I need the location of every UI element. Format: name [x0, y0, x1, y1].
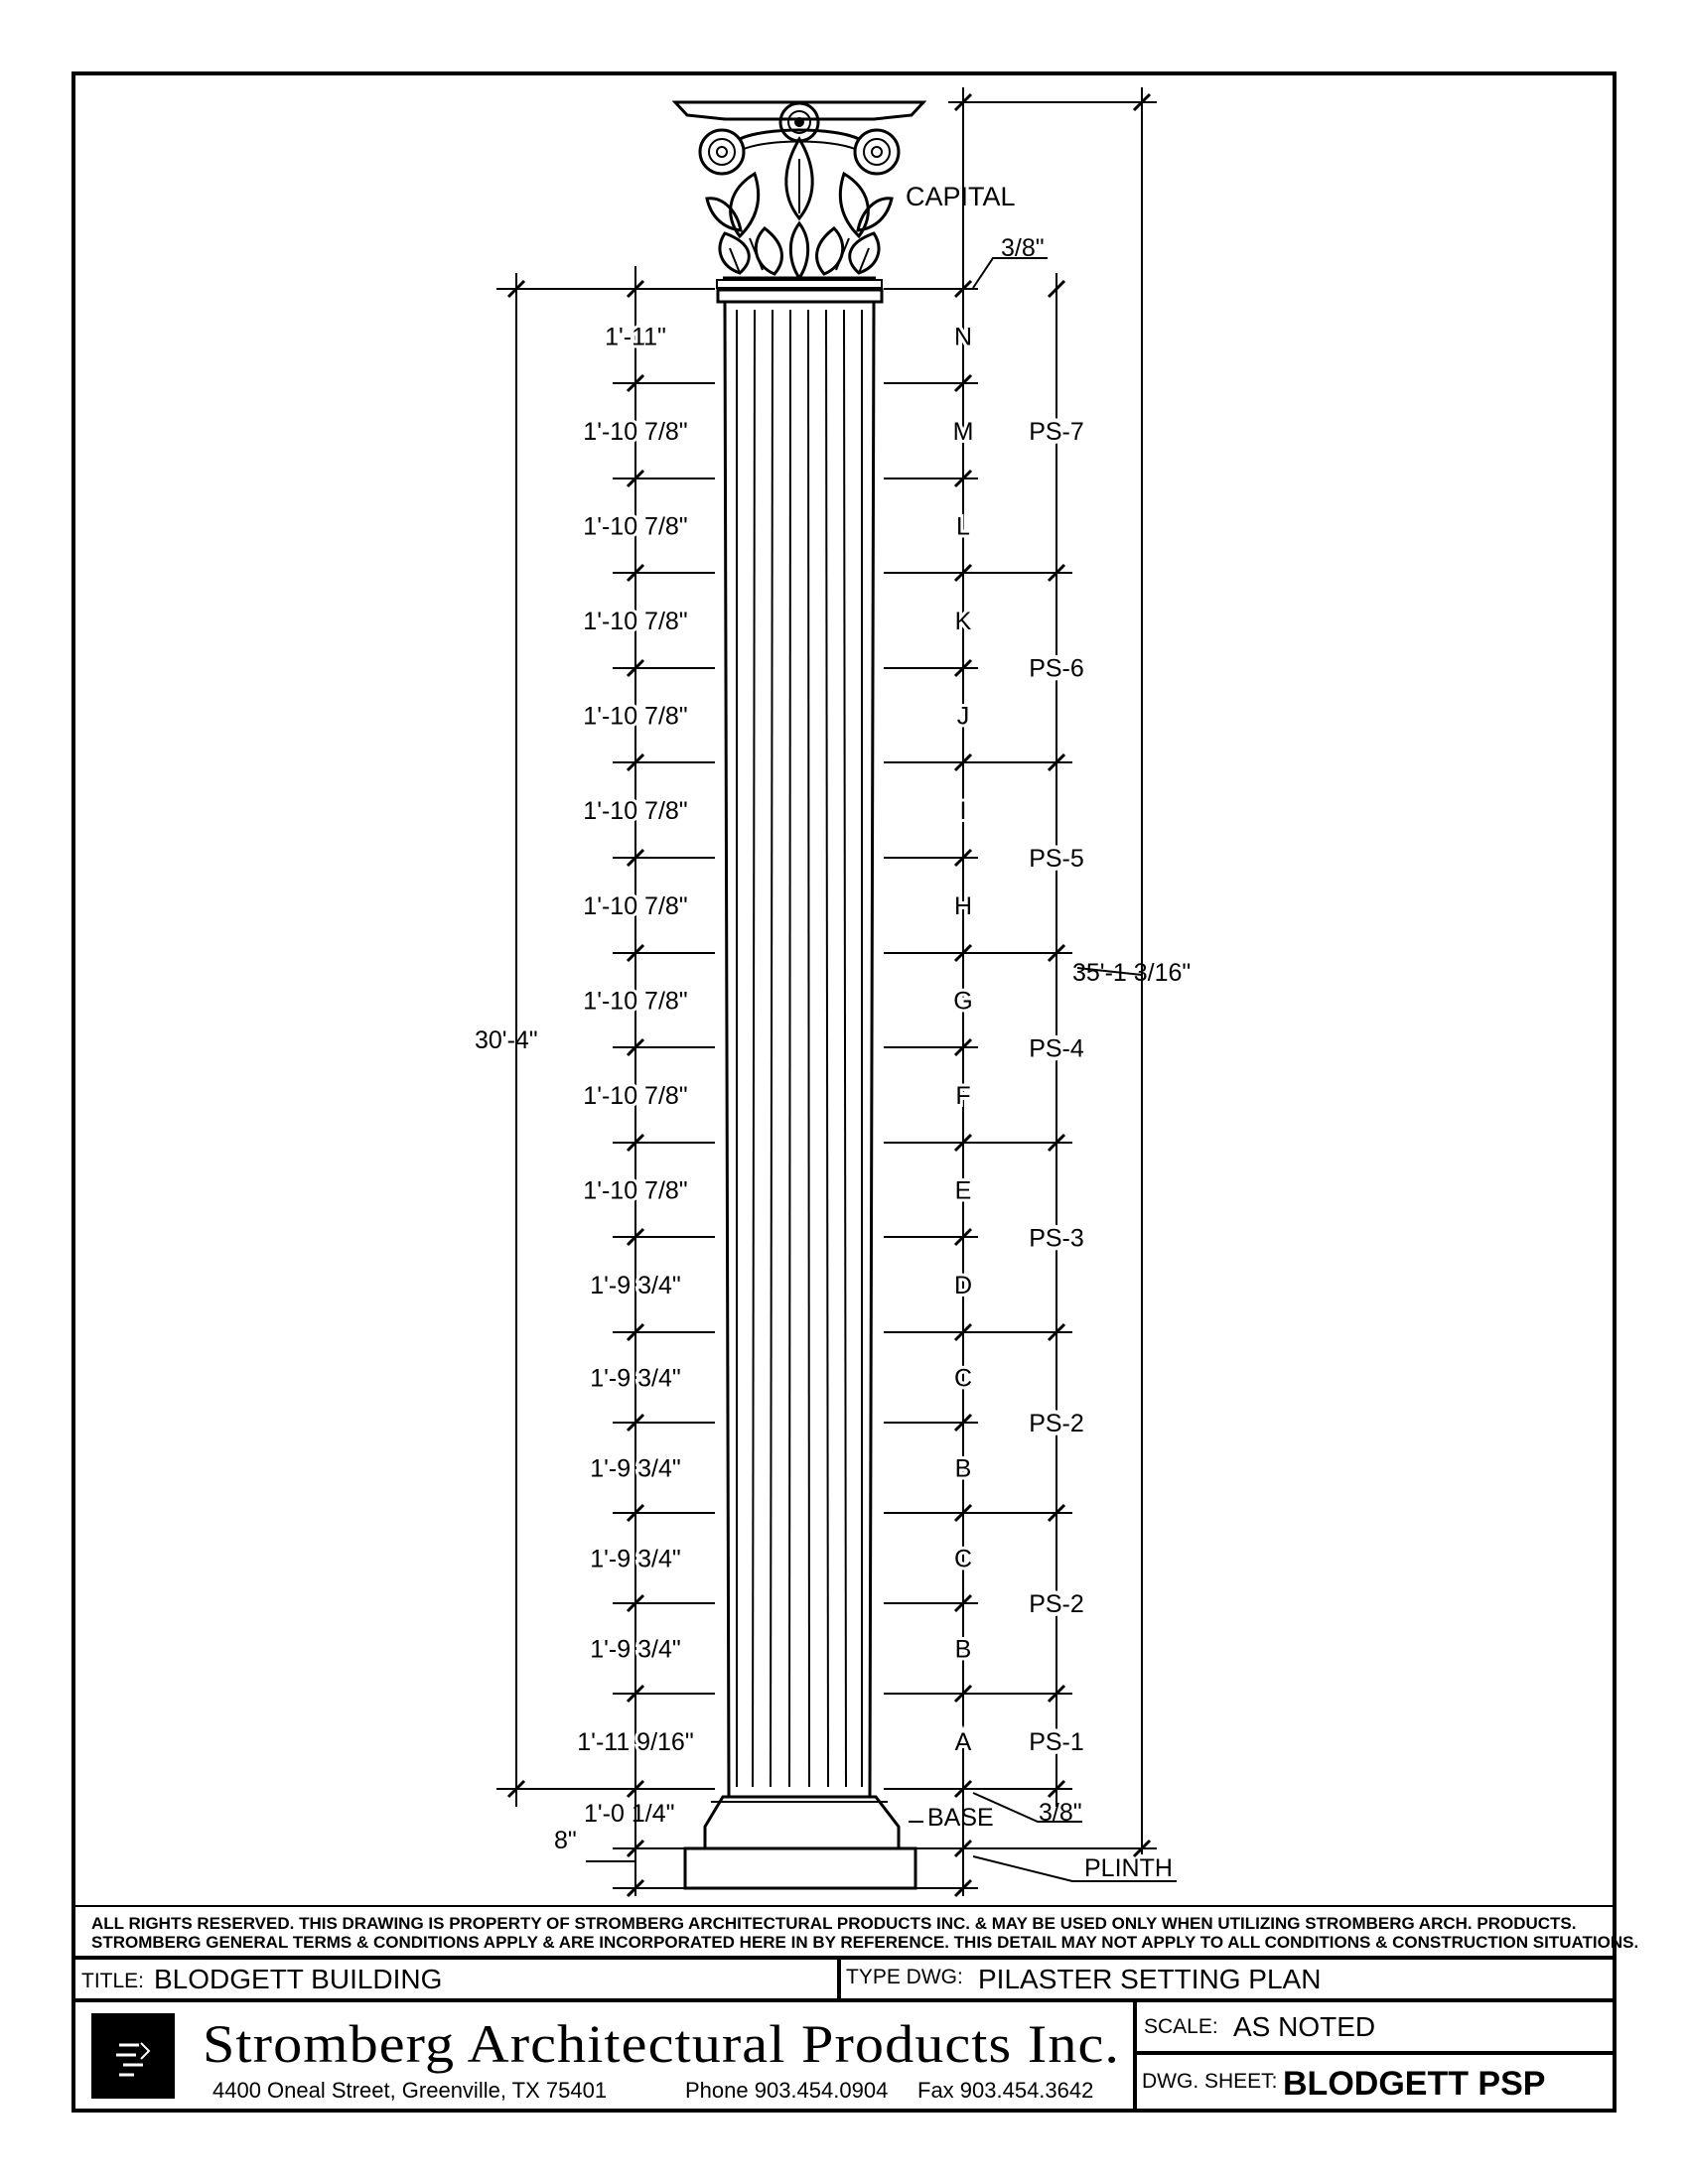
piece-length-6: 1'-10 7/8"	[583, 797, 688, 825]
company-name: Stromberg Architectural Products Inc.	[203, 2014, 1120, 2074]
dwg-sheet-key: DWG. SHEET:	[1142, 2070, 1278, 2093]
dwg-sheet-value: BLODGETT PSP	[1283, 2065, 1546, 2103]
base-height-dim: 1'-0 1/4"	[584, 1800, 675, 1828]
scale-value: AS NOTED	[1233, 2011, 1376, 2042]
piece-letter-6: I	[959, 797, 967, 825]
type-dwg-value: PILASTER SETTING PLAN	[978, 1964, 1322, 1994]
section-label-8: PS-1	[1029, 1728, 1084, 1756]
piece-length-7: 1'-10 7/8"	[583, 892, 688, 920]
section-label-2: PS-6	[1029, 654, 1084, 683]
piece-letter-14: C	[953, 1545, 973, 1573]
bottom-offset-dim: 3/8"	[1039, 1799, 1082, 1827]
title-value: BLODGETT BUILDING	[154, 1964, 443, 1994]
piece-length-10: 1'-10 7/8"	[583, 1176, 688, 1205]
piece-letter-8: G	[953, 987, 973, 1016]
section-label-1: PS-7	[1029, 418, 1084, 446]
piece-letter-13: B	[954, 1454, 972, 1483]
piece-letter-1: N	[953, 323, 973, 351]
piece-length-8: 1'-10 7/8"	[583, 987, 688, 1016]
piece-letter-7: H	[953, 892, 973, 920]
piece-letter-10: E	[954, 1176, 972, 1205]
piece-length-4: 1'-10 7/8"	[583, 608, 688, 635]
piece-length-1: 1'-11"	[605, 323, 666, 351]
type-dwg-key: TYPE DWG:	[846, 1966, 963, 1988]
capital-label: CAPITAL	[906, 182, 1016, 211]
piece-length-12: 1'-9 3/4"	[590, 1364, 681, 1393]
title-key: TITLE:	[81, 1970, 145, 1992]
section-label-7: PS-2	[1029, 1590, 1084, 1618]
top-offset-dim: 3/8"	[1001, 234, 1045, 262]
base-label: BASE	[927, 1804, 994, 1832]
overall-height-dim: 35'-1 3/16"	[1072, 959, 1192, 987]
plinth-height-dim: 8"	[554, 1827, 577, 1854]
section-label-3: PS-5	[1029, 845, 1084, 873]
notes-line-2: STROMBERG GENERAL TERMS & CONDITIONS APPLY & ARE INCORPORATED HERE IN BY REFERENCE. THIS DETAIL MAY NOT APPLY TO ALL CONDITIONS & CONSTRUCTION SITUATIONS.	[91, 1933, 1639, 1952]
piece-length-5: 1'-10 7/8"	[583, 702, 688, 731]
piece-letter-9: F	[955, 1082, 971, 1110]
piece-letter-2: M	[952, 418, 974, 446]
piece-letter-12: C	[953, 1364, 973, 1393]
piece-length-15: 1'-9 3/4"	[590, 1635, 681, 1664]
plinth-label: PLINTH	[1084, 1854, 1173, 1882]
piece-length-2: 1'-10 7/8"	[583, 418, 688, 446]
company-address: 4400 Oneal Street, Greenville, TX 75401	[212, 2078, 608, 2103]
company-logo	[91, 2013, 175, 2099]
section-label-4: PS-4	[1029, 1034, 1084, 1063]
piece-length-9: 1'-10 7/8"	[583, 1082, 688, 1110]
piece-length-3: 1'-10 7/8"	[583, 512, 688, 541]
piece-length-14: 1'-9 3/4"	[590, 1545, 681, 1573]
shaft-height-dim: 30'-4"	[475, 1026, 538, 1054]
company-fax: Fax 903.454.3642	[917, 2078, 1094, 2103]
scale-key: SCALE:	[1144, 2015, 1218, 2038]
piece-letter-5: J	[956, 702, 970, 731]
piece-letter-4: K	[954, 608, 972, 635]
piece-length-13: 1'-9 3/4"	[590, 1454, 681, 1483]
piece-letter-3: L	[956, 512, 970, 541]
piece-letter-11: D	[953, 1272, 973, 1299]
section-label-5: PS-3	[1029, 1224, 1084, 1253]
notes-line-1: ALL RIGHTS RESERVED. THIS DRAWING IS PROPERTY OF STROMBERG ARCHITECTURAL PRODUCTS INC. & MAY BE USED ONLY WHEN UTILIZING STROMBERG ARCH. PRODUCTS.	[91, 1914, 1577, 1933]
capital-astragal	[718, 290, 882, 302]
fluted-shaft	[725, 302, 874, 1797]
company-phone: Phone 903.454.0904	[685, 2078, 889, 2103]
piece-letter-15: B	[954, 1635, 972, 1664]
column-base	[705, 1797, 899, 1848]
piece-length-11: 1'-9 3/4"	[590, 1272, 681, 1299]
capital-ornament	[675, 102, 923, 288]
piece-letter-16: A	[954, 1728, 972, 1756]
column-plinth	[685, 1848, 915, 1888]
section-label-6: PS-2	[1029, 1410, 1084, 1437]
piece-length-16: 1'-11 9/16"	[577, 1728, 694, 1756]
